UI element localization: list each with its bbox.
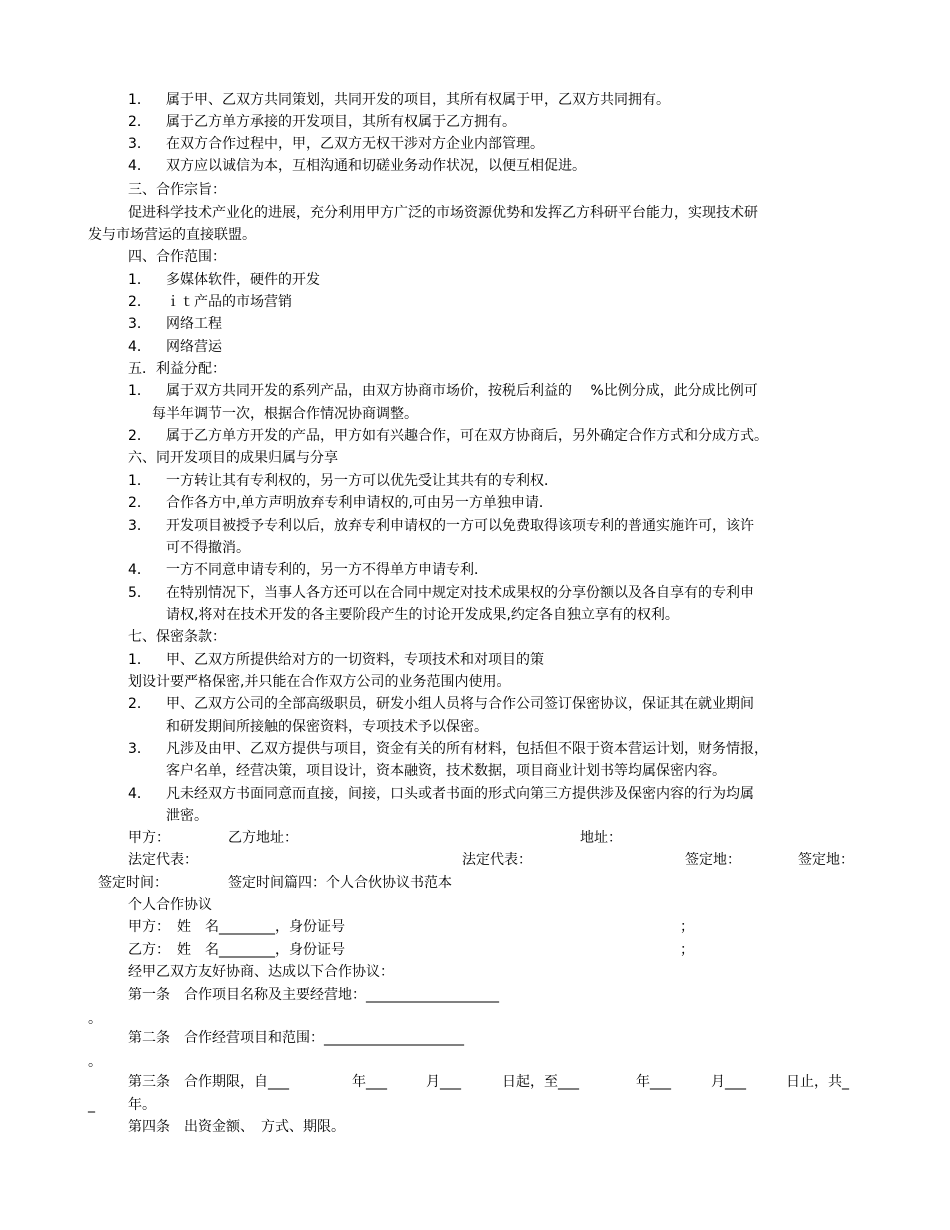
list-item: 甲、乙双方公司的全部高级职员，研发小组人员将与合作公司签订保密协议，保证其在就业期间 (166, 696, 754, 712)
list-item: 在特别情况下，当事人各方还可以在合同中规定对技术成果权的分享份额以及各自享有的专利申 (166, 585, 754, 601)
section-heading: 四、合作范围： (128, 249, 226, 265)
article-3-part: 日止，共_ (786, 1074, 849, 1090)
list-item-continuation: 可不得撤消。 (166, 540, 250, 556)
article-3-part: 年。 (128, 1097, 156, 1113)
paragraph-line: 促进科学技术产业化的进展，充分利用甲方广泛的市场资源优势和发挥乙方科研平台能力，实现技术研 (128, 205, 758, 221)
sign-place-label: 签定地： (685, 852, 741, 868)
list-number: 3． (128, 136, 151, 152)
address-label: 地址： (580, 830, 622, 846)
list-item-continuation: 和研发期间所接触的保密资料，专项技术予以保密。 (166, 719, 488, 735)
article-3-part: 第三条 合作期限，自___ (128, 1074, 289, 1090)
list-item: 属于甲、乙双方共同策划，共同开发的项目，其所有权属于甲，乙双方共同拥有。 (166, 92, 670, 108)
list-item: 网络工程 (166, 316, 222, 332)
section-heading: 七、保密条款： (128, 629, 226, 645)
article-3-part: 年___ (636, 1074, 671, 1090)
list-number: 3． (128, 518, 151, 534)
section-heading: 五．利益分配： (128, 361, 226, 377)
list-item: 属于乙方单方承接的开发项目，其所有权属于乙方拥有。 (166, 114, 516, 130)
list-item-continuation: 划设计要严格保密,并只能在合作双方公司的业务范围内使用。 (128, 674, 511, 690)
list-item: 属于乙方单方开发的产品，甲方如有兴趣合作，可在双方协商后，另外确定合作方式和分成方式。 (166, 428, 768, 444)
list-number: 1． (128, 652, 151, 668)
list-item: ｉｔ产品的市场营销 (166, 294, 292, 310)
list-number: 2． (128, 696, 151, 712)
list-item: 凡未经双方书面同意而直接，间接，口头或者书面的形式向第三方提供涉及保密内容的行为均属 (166, 786, 754, 802)
article-3-part: _ (88, 1097, 95, 1113)
article-3-part: 年___ (352, 1074, 387, 1090)
line-end-punct: 。 (88, 1054, 102, 1070)
list-number: 2． (128, 428, 151, 444)
section-heading: 六、同开发项目的成果归属与分享 (128, 450, 338, 466)
sign-time-chapter-title: 签定时间篇四：个人合伙协议书范本 (228, 875, 452, 891)
list-number: 1． (128, 383, 151, 399)
list-item: 凡涉及由甲、乙双方提供与项目，资金有关的所有材料，包括但不限于资本营运计划，财务情报， (166, 741, 768, 757)
article-3-part: 日起，至___ (502, 1074, 579, 1090)
sign-time-label: 签定时间： (98, 875, 168, 891)
list-number: 5． (128, 585, 151, 601)
list-item: 一方不同意申请专利的，另一方不得单方申请专利． (166, 562, 488, 578)
section-heading: 三、合作宗旨： (128, 182, 226, 198)
list-item: 在双方合作过程中，甲，乙双方无权干涉对方企业内部管理。 (166, 136, 544, 152)
list-item: 开发项目被授予专利以后，放弃专利申请权的一方可以免费取得该项专利的普通实施许可，该许 (166, 518, 754, 534)
agreement-title: 个人合作协议 (128, 897, 212, 913)
article-3-part: 月___ (711, 1074, 746, 1090)
intro-line: 经甲乙双方友好协商、达成以下合作协议： (128, 964, 394, 980)
article-2: 第二条 合作经营项目和范围：____________________ (128, 1030, 464, 1046)
list-number: 1． (128, 92, 151, 108)
line-end-punct: ； (680, 942, 694, 958)
line-end-punct: 。 (88, 1011, 102, 1027)
list-item: 网络营运 (166, 339, 222, 355)
list-number: 4． (128, 786, 151, 802)
list-item-continuation: 每半年调节一次，根据合作情况协商调整。 (152, 406, 418, 422)
list-number: 3． (128, 316, 151, 332)
party-a-label: 甲方： (128, 830, 170, 846)
list-number: 4． (128, 562, 151, 578)
list-item: 属于双方共同开发的系列产品，由双方协商市场价，按税后利益的 %比例分成，此分成比例可 (166, 383, 758, 399)
line-end-punct: ； (680, 919, 694, 935)
list-number: 4． (128, 158, 151, 174)
list-number: 2． (128, 114, 151, 130)
legal-rep-label: 法定代表： (128, 852, 198, 868)
list-item: 一方转让其有专利权的，另一方可以优先受让其共有的专利权． (166, 473, 558, 489)
article-4: 第四条 出资金额、 方式、期限。 (128, 1119, 345, 1135)
list-item: 合作各方中,单方声明放弃专利申请权的,可由另一方单独申请． (166, 495, 553, 511)
list-number: 2． (128, 294, 151, 310)
list-item-continuation: 请权,将对在技术开发的各主要阶段产生的讨论开发成果,约定各自独立享有的权利。 (166, 607, 679, 623)
legal-rep-label: 法定代表： (462, 852, 532, 868)
party-b-address-label: 乙方地址： (228, 830, 298, 846)
list-item-continuation: 客户名单，经营决策，项目设计，资本融资，技术数据，项目商业计划书等均属保密内容。 (166, 763, 726, 779)
list-number: 3． (128, 741, 151, 757)
list-number: 1． (128, 272, 151, 288)
list-number: 4． (128, 339, 151, 355)
article-1: 第一条 合作项目名称及主要经营地：___________________ (128, 987, 499, 1003)
list-item: 双方应以诚信为本，互相沟通和切磋业务动作状况，以便互相促进。 (166, 158, 586, 174)
party-b-line: 乙方： 姓 名________，身份证号 (128, 942, 345, 958)
party-a-line: 甲方： 姓 名________，身份证号 (128, 919, 345, 935)
list-number: 2． (128, 495, 151, 511)
paragraph-line: 发与市场营运的直接联盟。 (88, 227, 256, 243)
list-number: 1． (128, 473, 151, 489)
sign-place-label: 签定地： (798, 852, 854, 868)
list-item: 甲、乙双方所提供给对方的一切资料，专项技术和对项目的策 (166, 652, 544, 668)
list-item: 多媒体软件，硬件的开发 (166, 272, 320, 288)
list-item-continuation: 泄密。 (166, 808, 208, 824)
article-3-part: 月___ (426, 1074, 461, 1090)
